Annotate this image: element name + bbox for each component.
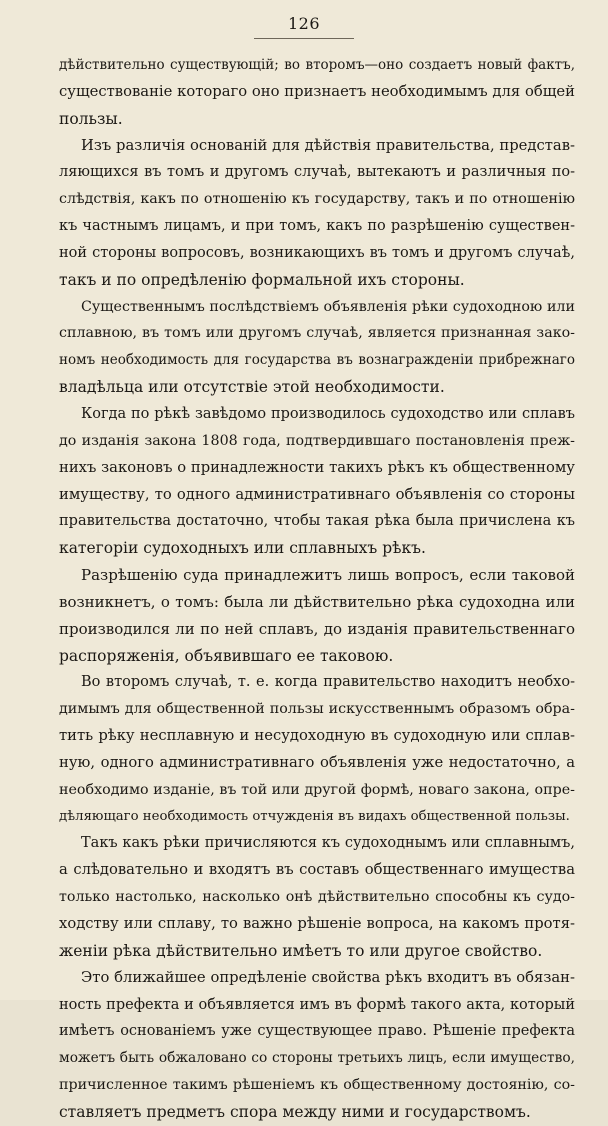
text-line: слѣдствія, какъ по отношенію къ государству, такъ и по отношенію	[59, 191, 575, 208]
text-line: Во второмъ случаѣ, т. е. когда правительство находитъ необхо-	[81, 674, 575, 691]
text-line: Разрѣшенію суда принадлежитъ лишь вопросъ, если таковой	[81, 566, 575, 585]
text-line: номъ необходимость для государства въ вознагражденіи прибрежнаго	[59, 352, 575, 369]
text-line: димымъ для общественной пользы искусственнымъ образомъ обра-	[59, 701, 575, 718]
page-number: 126	[287, 14, 321, 33]
text-line: только настолько, насколько онѣ дѣйствительно способны къ судо-	[59, 889, 575, 906]
text-line: правительства достаточно, чтобы такая рѣка была причислена къ	[59, 513, 575, 530]
text-line: ной стороны вопросовъ, возникающихъ въ томъ и другомъ случаѣ,	[59, 244, 575, 261]
text-line: можетъ быть обжаловано со стороны третьихъ лицъ, если имущество,	[59, 1050, 575, 1067]
text-line: сплавною, въ томъ или другомъ случаѣ, является признанная зако-	[59, 325, 575, 342]
text-line: ходству или сплаву, то важно рѣшеніе вопроса, на какомъ протя-	[59, 915, 575, 932]
text-line: имѣетъ основаніемъ уже существующее право. Рѣшеніе префекта	[59, 1023, 575, 1040]
text-line: такъ и по опредѣленію формальной ихъ стороны.	[59, 270, 465, 289]
text-line: производился ли по ней сплавъ, до изданія правительственнаго	[59, 619, 575, 638]
text-line: Это ближайшее опредѣленіе свойства рѣкъ входитъ въ обязан-	[81, 968, 575, 986]
text-line: владѣльца или отсутствіе этой необходимости.	[59, 378, 445, 397]
text-line: ность префекта и объявляется имъ въ формѣ такого акта, который	[59, 996, 575, 1013]
text-line: женіи рѣка дѣйствительно имѣетъ то или другое свойство.	[59, 941, 543, 960]
text-line: существованіе котораго оно признаетъ необходимымъ для общей	[59, 82, 575, 100]
text-line: Когда по рѣкѣ завѣдомо производилось судоходство или сплавъ	[81, 405, 575, 422]
text-line: ляющихся въ томъ и другомъ случаѣ, вытекаютъ и различныя по-	[59, 164, 575, 181]
text-line: къ частнымъ лицамъ, и при томъ, какъ по разрѣшенію существен-	[59, 218, 575, 235]
body-text	[59, 52, 575, 1126]
text-line: ную, одного административнаго объявленія уже недостаточно, а	[59, 753, 575, 771]
text-line: категоріи судоходныхъ или сплавныхъ рѣкъ.	[59, 539, 426, 558]
text-line: имуществу, то одного административнаго объявленія со стороны	[59, 485, 575, 503]
text-line: Изъ различія основаній для дѣйствія правительства, представ-	[81, 136, 575, 154]
text-line: до изданія закона 1808 года, подтвердившаго постановленія преж-	[59, 432, 575, 449]
text-line: необходимо изданіе, въ той или другой формѣ, новаго закона, опре-	[59, 781, 575, 798]
text-line: ставляетъ предметъ спора между ними и государствомъ.	[59, 1102, 531, 1121]
text-line: Такъ какъ рѣки причисляются къ судоходнымъ или сплавнымъ,	[81, 835, 575, 852]
text-line: пользы.	[59, 109, 123, 128]
text-line: дѣйствительно существующій; во второмъ—оно создаетъ новый фактъ,	[59, 57, 575, 73]
header-rule	[254, 38, 354, 39]
text-line: распоряженія, объявившаго ее таковою.	[59, 646, 394, 665]
text-line: Существеннымъ послѣдствіемъ объявленія рѣки судоходною или	[81, 298, 575, 315]
text-line: дѣляющаго необходимость отчужденія въ видахъ общественной пользы.	[59, 808, 570, 824]
text-line: нихъ законовъ о принадлежности такихъ рѣкъ къ общественному	[59, 458, 575, 476]
text-line: причисленное такимъ рѣшеніемъ къ общественному достоянію, со-	[59, 1077, 575, 1094]
text-line: а слѣдовательно и входятъ въ составъ общественнаго имущества	[59, 861, 575, 879]
text-line: возникнетъ, о томъ: была ли дѣйствительно рѣка судоходна или	[59, 592, 575, 611]
text-line: тить рѣку несплавную и несудоходную въ судоходную или сплав-	[59, 727, 575, 745]
